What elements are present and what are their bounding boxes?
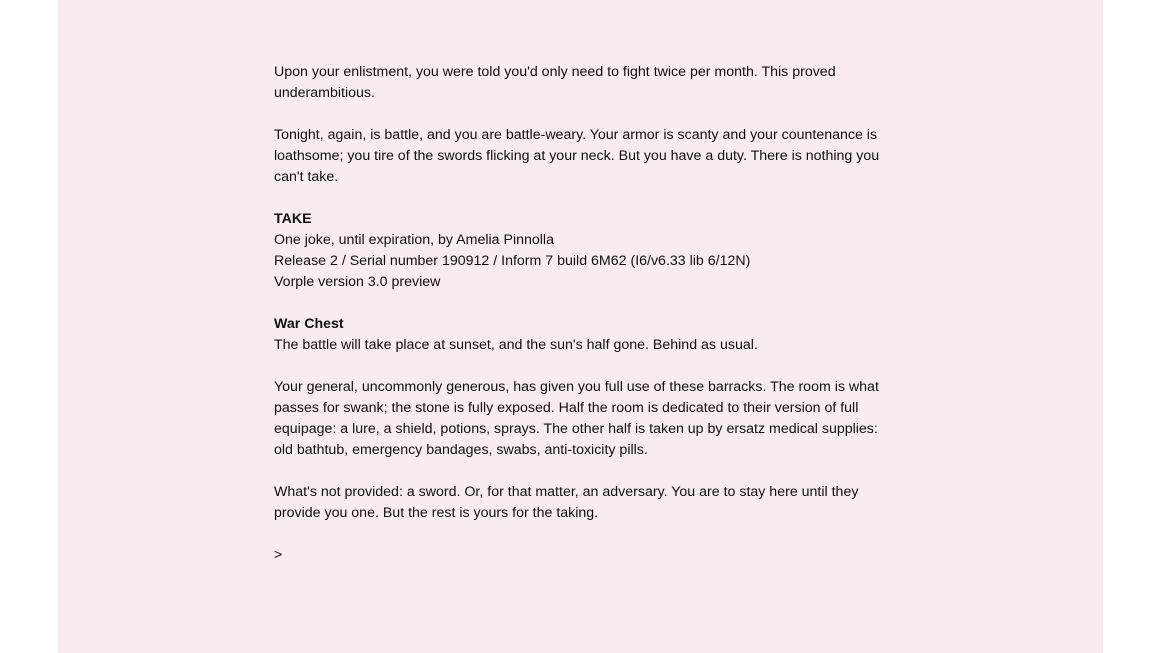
command-prompt-symbol: > [274, 547, 283, 563]
intro-paragraph-1: Upon your enlistment, you were told you'd only need to fight twice per month. This proved underambitious. [274, 64, 836, 101]
game-window [58, 0, 1103, 653]
game-banner [274, 209, 894, 293]
room-description: Your general, uncommonly generous, has given you full use of these barracks. The room is what passes for swank; the stone is fully exposed. Half the room is dedicated to their version of full equipage: a lure, a shield, potions, sprays. The other half is taken up by ersatz medical supplies: old bathtub, emergency bandages, swabs, anti-toxicity pills. [274, 379, 879, 458]
vorple-version: Vorple version 3.0 preview [274, 274, 441, 290]
command-line [274, 545, 894, 566]
room-name: War Chest [274, 316, 344, 332]
command-input[interactable] [282, 545, 846, 566]
room-heading-block [274, 314, 894, 356]
game-title: TAKE [274, 211, 312, 227]
game-byline: One joke, until expiration, by Amelia Pinnolla [274, 232, 554, 248]
story-transcript [274, 62, 894, 566]
room-missing-items: What's not provided: a sword. Or, for that matter, an adversary. You are to stay here until they provide you one. But the rest is yours for the taking. [274, 484, 859, 521]
release-info: Release 2 / Serial number 190912 / Inform 7 build 6M62 (I6/v6.33 lib 6/12N) [274, 253, 751, 269]
room-status: The battle will take place at sunset, and the sun's half gone. Behind as usual. [274, 337, 758, 353]
intro-paragraph-2: Tonight, again, is battle, and you are battle-weary. Your armor is scanty and your countenance is loathsome; you tire of the swords flicking at your neck. But you have a duty. There is nothing you can't take. [274, 127, 880, 185]
